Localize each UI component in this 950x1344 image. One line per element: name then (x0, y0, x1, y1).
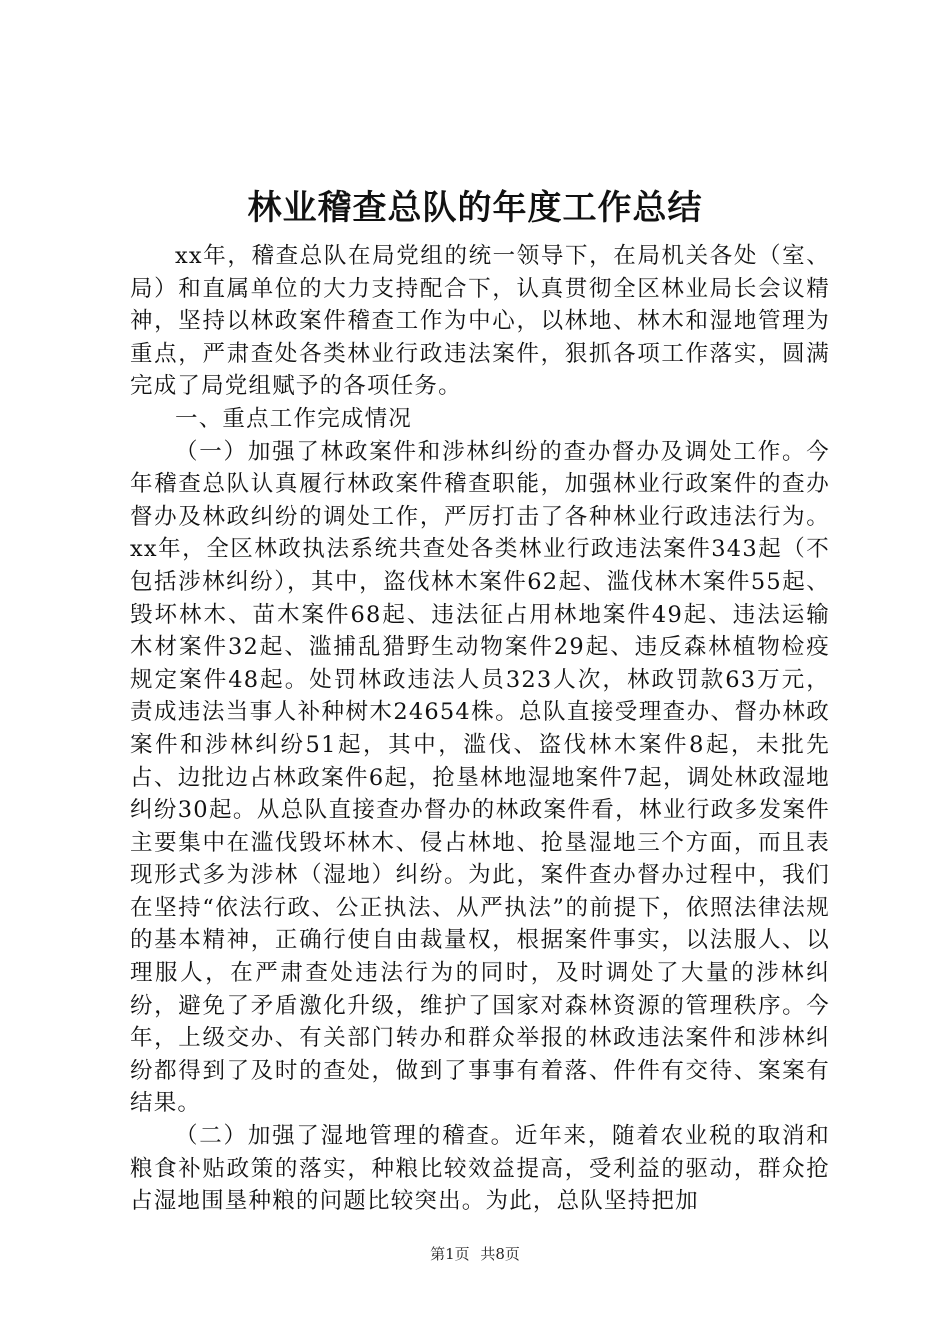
intro-paragraph: xx年，稽查总队在局党组的统一领导下，在局机关各处（室、局）和直属单位的大力支持配合下，认真贯彻全区林业局长会议精神，坚持以林政案件稽查工作为中心，以林地、林木和湿地管理为重点，严肃查处各类林业行政违法案件，狠抓各项工作落实，圆满完成了局党组赋予的各项任务。 (130, 243, 830, 400)
page-number: 第1页 (430, 1245, 470, 1263)
section-heading: 一、重点工作完成情况 (175, 405, 413, 432)
case-review-paragraph: （一）加强了林政案件和涉林纠纷的查办督办及调处工作。今年稽查总队认真履行林政案件稽查职能，加强林业行政案件的查办督办及林政纠纷的调处工作，严厉打击了各种林业行政违法行为。xx年，全区林政执法系统共查处各类林业行政违法案件343起（不包括涉林纠纷），其中，盗伐林木案件62起、滥伐林木案件55起、毁坏林木、苗木案件68起、违法征占用林地案件49起、违法运输木材案件32起、滥捕乱猎野生动物案件29起、违反森林植物检疫规定案件48起。处罚林政违法人员323人次，林政罚款63万元，责成违法当事人补种树木24654株。总队直接受理查办、督办林政案件和涉林纠纷51起，其中，滥伐、盗伐林木案件8起，未批先占、边批边占林政案件6起，抢垦林地湿地案件7起，调处林政湿地纠纷30起。从总队直接查办督办的林政案件看，林业行政多发案件主要集中在滥伐毁坏林木、侵占林地、抢垦湿地三个方面，而且表现形式多为涉林（湿地）纠纷。为此，案件查办督办过程中，我们在坚持“依法行政、公正执法、从严执法”的前提下，依照法律法规的基本精神，正确行使自由裁量权，根据案件事实，以法服人、以理服人，在严肃查处违法行为的同时，及时调处了大量的涉林纠纷，避免了矛盾激化升级，维护了国家对森林资源的管理秩序。今年，上级交办、有关部门转办和群众举报的林政违法案件和涉林纠纷都得到了及时的查处，做到了事事有着落、件件有交待、案案有结果。 (130, 438, 830, 1117)
document-body (130, 240, 830, 1218)
document-title: 林业稽查总队的年度工作总结 (247, 188, 703, 228)
page-total: 共8页 (480, 1245, 520, 1263)
wetland-paragraph: （二）加强了湿地管理的稽查。近年来，随着农业税的取消和粮食补贴政策的落实，种粮比较效益提高，受利益的驱动，群众抢占湿地围垦种粮的问题比较突出。为此，总队坚持把加 (130, 1123, 830, 1215)
page-footer (0, 1244, 950, 1264)
